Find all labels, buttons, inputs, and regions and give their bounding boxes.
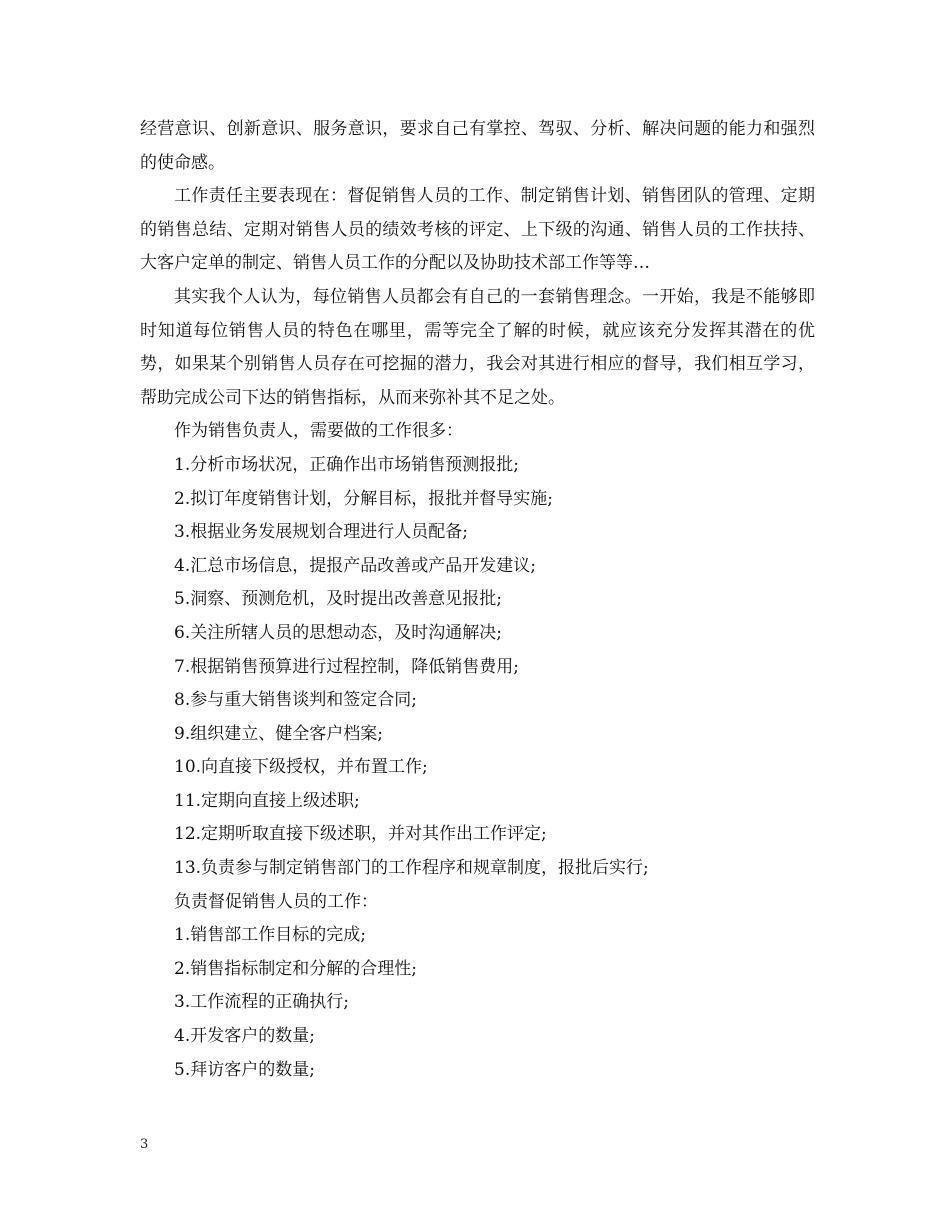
list-item: 6.关注所辖人员的思想动态，及时沟通解决;: [174, 622, 502, 643]
list-heading-supervision: 负责督促销售人员的工作：: [174, 891, 378, 912]
list-item: 7.根据销售预算进行过程控制，降低销售费用;: [174, 656, 519, 677]
list-item: 2.拟订年度销售计划，分解目标，报批并督导实施;: [174, 488, 553, 509]
list-item: 12.定期听取直接下级述职，并对其作出工作评定;: [174, 824, 547, 845]
list-item: 4.开发客户的数量;: [174, 1026, 315, 1047]
list-item: 4.汇总市场信息，提报产品改善或产品开发建议;: [174, 555, 536, 576]
paragraph-continuation: 经营意识、创新意识、服务意识，要求自己有掌控、驾驭、分析、解决问题的能力和强烈的使命感。: [140, 119, 815, 173]
list-item: 5.洞察、预测危机，及时提出改善意见报批;: [174, 589, 502, 610]
list-item: 1.销售部工作目标的完成;: [174, 925, 366, 946]
paragraph-sales-philosophy: 其实我个人认为，每位销售人员都会有自己的一套销售理念。一开始，我是不能够即时知道每位销售人员的特色在哪里，需等完全了解的时候，就应该充分发挥其潜在的优势，如果某个别销售人员存在可挖掘的潜力，我会对其进行相应的督导，我们相互学习，帮助完成公司下达的销售指标，从而来弥补其不足之处。: [140, 286, 815, 408]
list-item: 10.向直接下级授权，并布置工作;: [174, 757, 428, 778]
list-item: 11.定期向直接上级述职;: [174, 790, 360, 811]
list-item: 2.销售指标制定和分解的合理性;: [174, 958, 417, 979]
list-item: 5.拜访客户的数量;: [174, 1059, 315, 1080]
list-heading-duties: 作为销售负责人，需要做的工作很多：: [174, 421, 463, 442]
page-number: 3: [140, 1137, 149, 1152]
document-body: [140, 113, 815, 1087]
supervision-list: [140, 919, 815, 1087]
list-item: 3.工作流程的正确执行;: [174, 992, 349, 1013]
list-item: 13.负责参与制定销售部门的工作程序和规章制度，报批后实行;: [174, 858, 649, 879]
list-item: 1.分析市场状况，正确作出市场销售预测报批;: [174, 454, 519, 475]
list-item: 8.参与重大销售谈判和签定合同;: [174, 690, 417, 711]
duties-list: [140, 449, 815, 886]
paragraph-responsibilities: 工作责任主要表现在：督促销售人员的工作、制定销售计划、销售团队的管理、定期的销售总结、定期对销售人员的绩效考核的评定、上下级的沟通、销售人员的工作扶持、大客户定单的制定、销售人员工作的分配以及协助技术部工作等等…: [140, 186, 815, 274]
list-item: 9.组织建立、健全客户档案;: [174, 723, 383, 744]
list-item: 3.根据业务发展规划合理进行人员配备;: [174, 522, 468, 543]
